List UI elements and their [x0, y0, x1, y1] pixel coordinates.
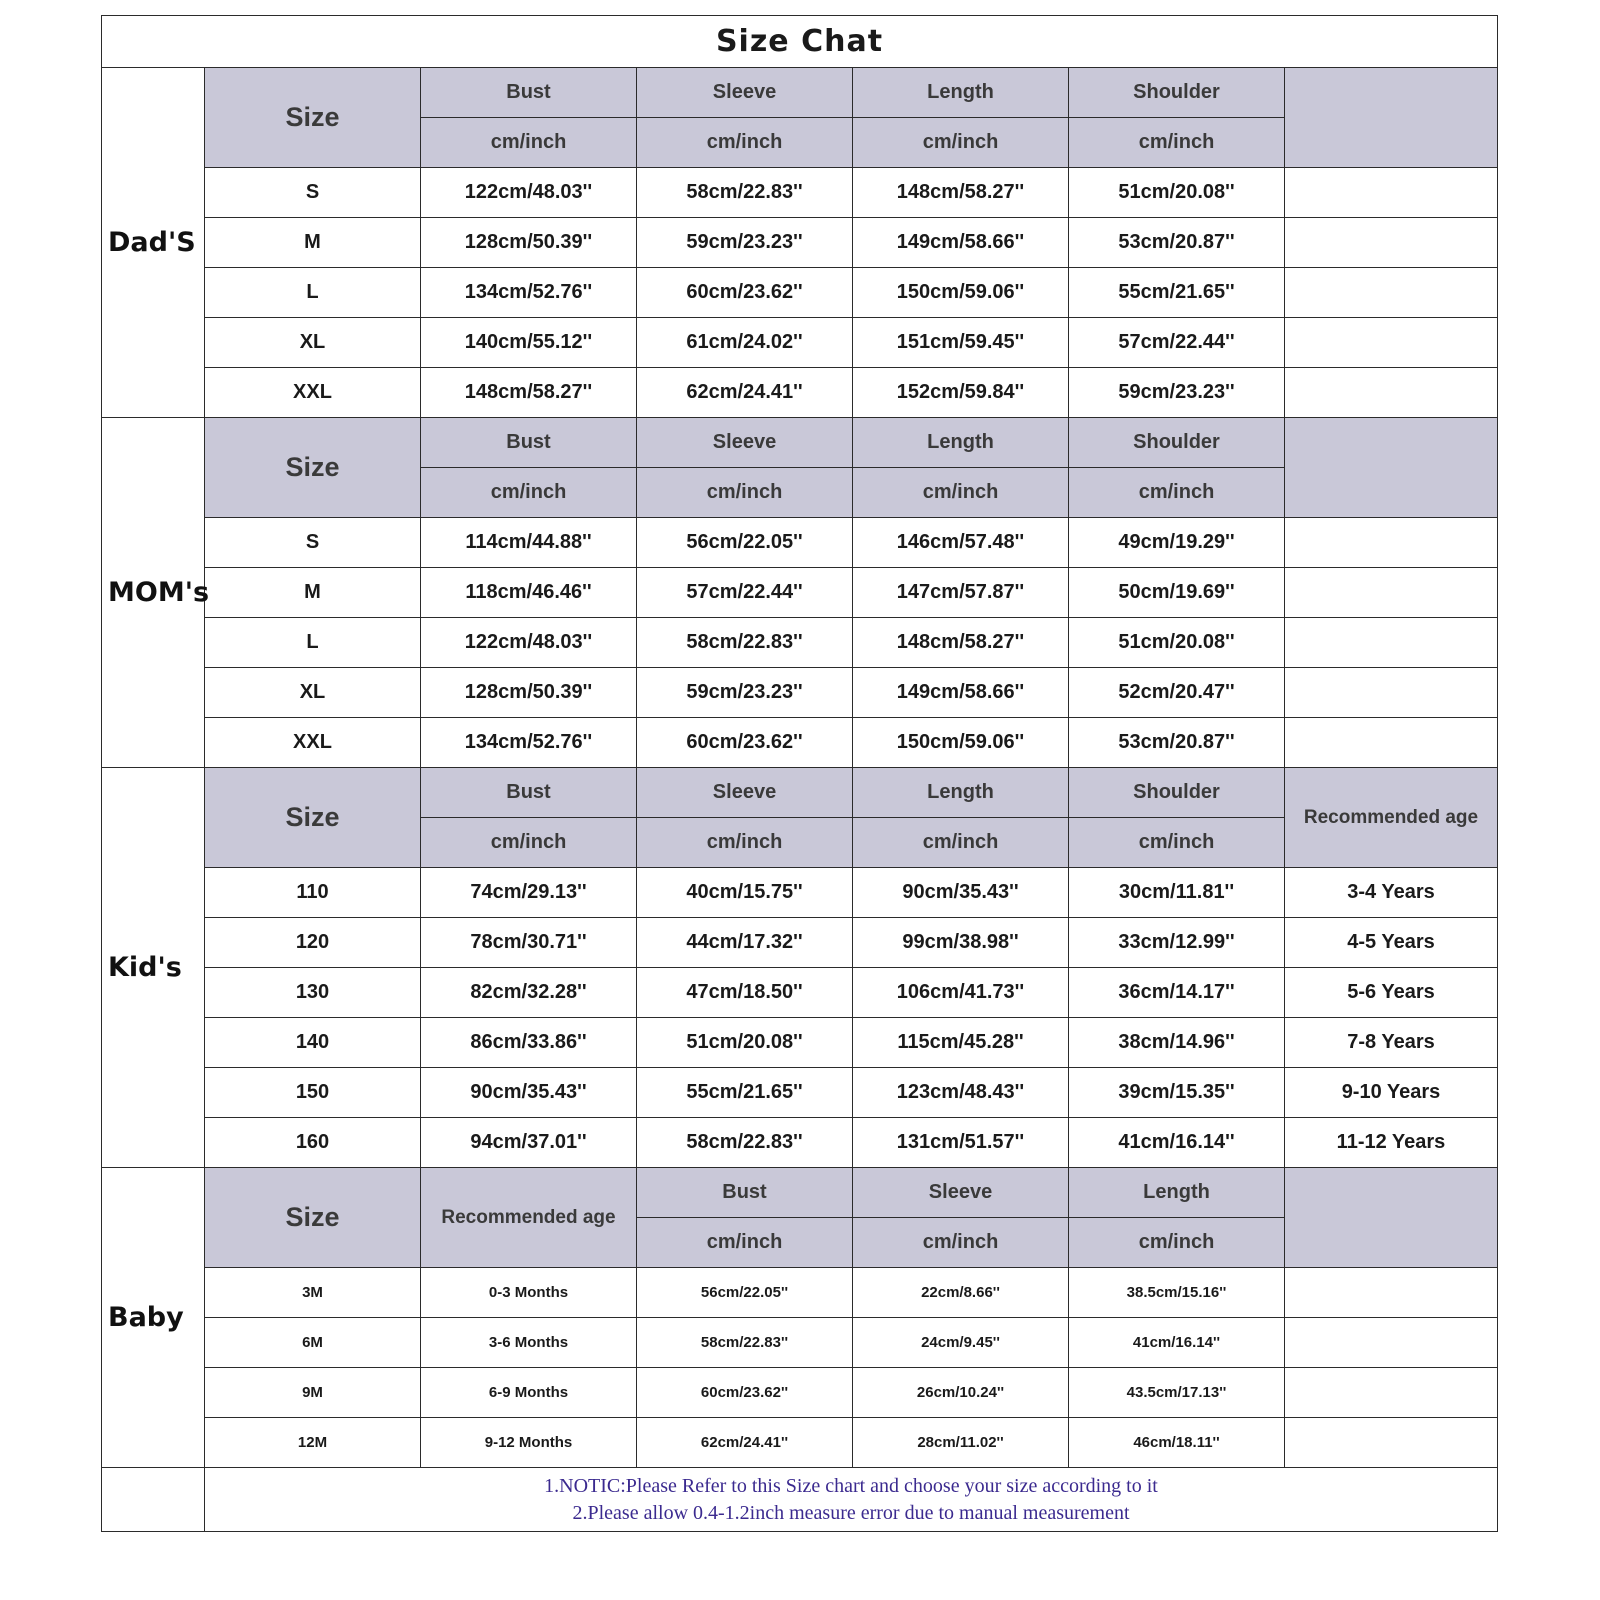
bust-cell: 78cm/30.71''	[421, 918, 637, 968]
unit-label: cm/inch	[637, 468, 853, 518]
age-cell: 5-6 Years	[1285, 968, 1498, 1018]
size-cell: XXL	[205, 368, 421, 418]
sleeve-cell: 55cm/21.65''	[637, 1068, 853, 1118]
recommended-age-header: Recommended age	[421, 1168, 637, 1268]
age-cell: 9-12 Months	[421, 1418, 637, 1468]
blank-cell	[1285, 518, 1498, 568]
length-cell: 115cm/45.28''	[853, 1018, 1069, 1068]
sleeve-cell: 44cm/17.32''	[637, 918, 853, 968]
sleeve-cell: 58cm/22.83''	[637, 168, 853, 218]
unit-label: cm/inch	[853, 468, 1069, 518]
table-row	[102, 168, 1498, 218]
bust-cell: 122cm/48.03''	[421, 168, 637, 218]
bust-cell: 134cm/52.76''	[421, 718, 637, 768]
sleeve-cell: 56cm/22.05''	[637, 518, 853, 568]
dad-group-label: Dad'S	[102, 68, 205, 418]
size-chart-body	[102, 16, 1498, 1532]
shoulder-header: Shoulder	[1069, 68, 1285, 118]
sleeve-cell: 40cm/15.75''	[637, 868, 853, 918]
sleeve-header: Sleeve	[637, 418, 853, 468]
sleeve-cell: 61cm/24.02''	[637, 318, 853, 368]
size-cell: 140	[205, 1018, 421, 1068]
bust-cell: 114cm/44.88''	[421, 518, 637, 568]
shoulder-cell: 59cm/23.23''	[1069, 368, 1285, 418]
unit-label: cm/inch	[637, 1218, 853, 1268]
sleeve-cell: 59cm/23.23''	[637, 668, 853, 718]
notes-row	[102, 1468, 1498, 1532]
baby-header-row	[102, 1168, 1498, 1218]
length-cell: 46cm/18.11''	[1069, 1418, 1285, 1468]
blank-cell	[1285, 718, 1498, 768]
length-header: Length	[1069, 1168, 1285, 1218]
sleeve-header: Sleeve	[853, 1168, 1069, 1218]
unit-label: cm/inch	[637, 818, 853, 868]
size-header: Size	[205, 768, 421, 868]
size-cell: M	[205, 568, 421, 618]
bust-cell: 62cm/24.41''	[637, 1418, 853, 1468]
table-row	[102, 368, 1498, 418]
shoulder-cell: 55cm/21.65''	[1069, 268, 1285, 318]
length-cell: 99cm/38.98''	[853, 918, 1069, 968]
age-cell: 6-9 Months	[421, 1368, 637, 1418]
blank-header-cell	[1285, 418, 1498, 518]
shoulder-cell: 57cm/22.44''	[1069, 318, 1285, 368]
length-header: Length	[853, 68, 1069, 118]
bust-cell: 134cm/52.76''	[421, 268, 637, 318]
size-header: Size	[205, 68, 421, 168]
age-cell: 3-6 Months	[421, 1318, 637, 1368]
length-cell: 146cm/57.48''	[853, 518, 1069, 568]
table-row	[102, 968, 1498, 1018]
size-cell: 12M	[205, 1418, 421, 1468]
table-row	[102, 568, 1498, 618]
length-header: Length	[853, 418, 1069, 468]
recommended-age-header: Recommended age	[1285, 768, 1498, 868]
kid-header-row	[102, 768, 1498, 818]
size-cell: 110	[205, 868, 421, 918]
unit-label: cm/inch	[1069, 818, 1285, 868]
title-row	[102, 16, 1498, 68]
size-cell: 9M	[205, 1368, 421, 1418]
table-row	[102, 918, 1498, 968]
size-chart-table	[101, 15, 1498, 1532]
size-cell: L	[205, 618, 421, 668]
bust-cell: 90cm/35.43''	[421, 1068, 637, 1118]
length-cell: 90cm/35.43''	[853, 868, 1069, 918]
unit-label: cm/inch	[1069, 468, 1285, 518]
unit-label: cm/inch	[421, 818, 637, 868]
sleeve-cell: 59cm/23.23''	[637, 218, 853, 268]
unit-label: cm/inch	[853, 1218, 1069, 1268]
size-cell: 6M	[205, 1318, 421, 1368]
blank-cell	[1285, 568, 1498, 618]
shoulder-header: Shoulder	[1069, 418, 1285, 468]
age-cell: 0-3 Months	[421, 1268, 637, 1318]
shoulder-cell: 38cm/14.96''	[1069, 1018, 1285, 1068]
sleeve-cell: 60cm/23.62''	[637, 718, 853, 768]
size-cell: 120	[205, 918, 421, 968]
table-row	[102, 668, 1498, 718]
size-cell: 3M	[205, 1268, 421, 1318]
age-cell: 11-12 Years	[1285, 1118, 1498, 1168]
unit-label: cm/inch	[1069, 1218, 1285, 1268]
shoulder-cell: 50cm/19.69''	[1069, 568, 1285, 618]
bust-cell: 60cm/23.62''	[637, 1368, 853, 1418]
length-cell: 150cm/59.06''	[853, 268, 1069, 318]
table-row	[102, 618, 1498, 668]
blank-cell	[1285, 1268, 1498, 1318]
table-row	[102, 1018, 1498, 1068]
size-cell: 130	[205, 968, 421, 1018]
shoulder-cell: 30cm/11.81''	[1069, 868, 1285, 918]
blank-header-cell	[1285, 68, 1498, 168]
size-cell: XXL	[205, 718, 421, 768]
size-cell: M	[205, 218, 421, 268]
sleeve-cell: 28cm/11.02''	[853, 1418, 1069, 1468]
table-row	[102, 1318, 1498, 1368]
length-cell: 131cm/51.57''	[853, 1118, 1069, 1168]
unit-label: cm/inch	[421, 468, 637, 518]
sleeve-cell: 51cm/20.08''	[637, 1018, 853, 1068]
notes-blank-cell	[102, 1468, 205, 1532]
sleeve-cell: 24cm/9.45''	[853, 1318, 1069, 1368]
sleeve-header: Sleeve	[637, 768, 853, 818]
bust-cell: 94cm/37.01''	[421, 1118, 637, 1168]
length-cell: 38.5cm/15.16''	[1069, 1268, 1285, 1318]
length-cell: 149cm/58.66''	[853, 218, 1069, 268]
bust-cell: 74cm/29.13''	[421, 868, 637, 918]
table-row	[102, 518, 1498, 568]
sleeve-cell: 57cm/22.44''	[637, 568, 853, 618]
blank-cell	[1285, 168, 1498, 218]
unit-label: cm/inch	[1069, 118, 1285, 168]
notes-cell	[205, 1468, 1498, 1532]
shoulder-cell: 52cm/20.47''	[1069, 668, 1285, 718]
length-cell: 147cm/57.87''	[853, 568, 1069, 618]
bust-header: Bust	[421, 418, 637, 468]
note-line: 1.NOTIC:Please Refer to this Size chart and choose your size according to it	[544, 1474, 1158, 1497]
blank-cell	[1285, 1418, 1498, 1468]
size-cell: S	[205, 518, 421, 568]
age-cell: 9-10 Years	[1285, 1068, 1498, 1118]
bust-cell: 56cm/22.05''	[637, 1268, 853, 1318]
sleeve-cell: 22cm/8.66''	[853, 1268, 1069, 1318]
size-cell: S	[205, 168, 421, 218]
baby-group-label: Baby	[102, 1168, 205, 1468]
bust-header: Bust	[421, 68, 637, 118]
size-cell: 160	[205, 1118, 421, 1168]
length-cell: 151cm/59.45''	[853, 318, 1069, 368]
size-cell: 150	[205, 1068, 421, 1118]
length-cell: 41cm/16.14''	[1069, 1318, 1285, 1368]
size-header: Size	[205, 418, 421, 518]
age-cell: 3-4 Years	[1285, 868, 1498, 918]
table-row	[102, 1118, 1498, 1168]
shoulder-cell: 39cm/15.35''	[1069, 1068, 1285, 1118]
age-cell: 7-8 Years	[1285, 1018, 1498, 1068]
bust-cell: 128cm/50.39''	[421, 218, 637, 268]
length-cell: 43.5cm/17.13''	[1069, 1368, 1285, 1418]
bust-cell: 122cm/48.03''	[421, 618, 637, 668]
mom-header-row	[102, 418, 1498, 468]
note-line: 2.Please allow 0.4-1.2inch measure error due to manual measurement	[572, 1501, 1130, 1524]
shoulder-cell: 33cm/12.99''	[1069, 918, 1285, 968]
sleeve-cell: 62cm/24.41''	[637, 368, 853, 418]
bust-cell: 58cm/22.83''	[637, 1318, 853, 1368]
mom-group-label: MOM's	[102, 418, 205, 768]
unit-label: cm/inch	[637, 118, 853, 168]
blank-cell	[1285, 1368, 1498, 1418]
chart-title: Size Chat	[102, 16, 1498, 68]
unit-label: cm/inch	[853, 818, 1069, 868]
blank-cell	[1285, 668, 1498, 718]
bust-header: Bust	[637, 1168, 853, 1218]
length-cell: 152cm/59.84''	[853, 368, 1069, 418]
table-row	[102, 1368, 1498, 1418]
blank-cell	[1285, 268, 1498, 318]
shoulder-cell: 53cm/20.87''	[1069, 718, 1285, 768]
bust-cell: 86cm/33.86''	[421, 1018, 637, 1068]
table-row	[102, 868, 1498, 918]
table-row	[102, 1268, 1498, 1318]
table-row	[102, 268, 1498, 318]
bust-cell: 140cm/55.12''	[421, 318, 637, 368]
table-row	[102, 1418, 1498, 1468]
sleeve-cell: 58cm/22.83''	[637, 1118, 853, 1168]
sleeve-cell: 60cm/23.62''	[637, 268, 853, 318]
sleeve-cell: 26cm/10.24''	[853, 1368, 1069, 1418]
bust-header: Bust	[421, 768, 637, 818]
blank-cell	[1285, 218, 1498, 268]
table-row	[102, 218, 1498, 268]
length-cell: 148cm/58.27''	[853, 168, 1069, 218]
size-header: Size	[205, 1168, 421, 1268]
bust-cell: 82cm/32.28''	[421, 968, 637, 1018]
blank-cell	[1285, 1318, 1498, 1368]
size-cell: L	[205, 268, 421, 318]
table-row	[102, 1068, 1498, 1118]
bust-cell: 118cm/46.46''	[421, 568, 637, 618]
blank-cell	[1285, 368, 1498, 418]
sleeve-cell: 58cm/22.83''	[637, 618, 853, 668]
size-cell: XL	[205, 668, 421, 718]
length-cell: 148cm/58.27''	[853, 618, 1069, 668]
bust-cell: 148cm/58.27''	[421, 368, 637, 418]
length-header: Length	[853, 768, 1069, 818]
shoulder-cell: 51cm/20.08''	[1069, 168, 1285, 218]
table-row	[102, 318, 1498, 368]
kid-group-label: Kid's	[102, 768, 205, 1168]
length-cell: 150cm/59.06''	[853, 718, 1069, 768]
size-cell: XL	[205, 318, 421, 368]
unit-label: cm/inch	[853, 118, 1069, 168]
sleeve-cell: 47cm/18.50''	[637, 968, 853, 1018]
shoulder-cell: 51cm/20.08''	[1069, 618, 1285, 668]
length-cell: 149cm/58.66''	[853, 668, 1069, 718]
sleeve-header: Sleeve	[637, 68, 853, 118]
shoulder-cell: 53cm/20.87''	[1069, 218, 1285, 268]
blank-cell	[1285, 618, 1498, 668]
length-cell: 106cm/41.73''	[853, 968, 1069, 1018]
blank-header-cell	[1285, 1168, 1498, 1268]
dad-header-row	[102, 68, 1498, 118]
shoulder-cell: 41cm/16.14''	[1069, 1118, 1285, 1168]
bust-cell: 128cm/50.39''	[421, 668, 637, 718]
age-cell: 4-5 Years	[1285, 918, 1498, 968]
shoulder-cell: 36cm/14.17''	[1069, 968, 1285, 1018]
table-row	[102, 718, 1498, 768]
blank-cell	[1285, 318, 1498, 368]
length-cell: 123cm/48.43''	[853, 1068, 1069, 1118]
unit-label: cm/inch	[421, 118, 637, 168]
shoulder-cell: 49cm/19.29''	[1069, 518, 1285, 568]
shoulder-header: Shoulder	[1069, 768, 1285, 818]
